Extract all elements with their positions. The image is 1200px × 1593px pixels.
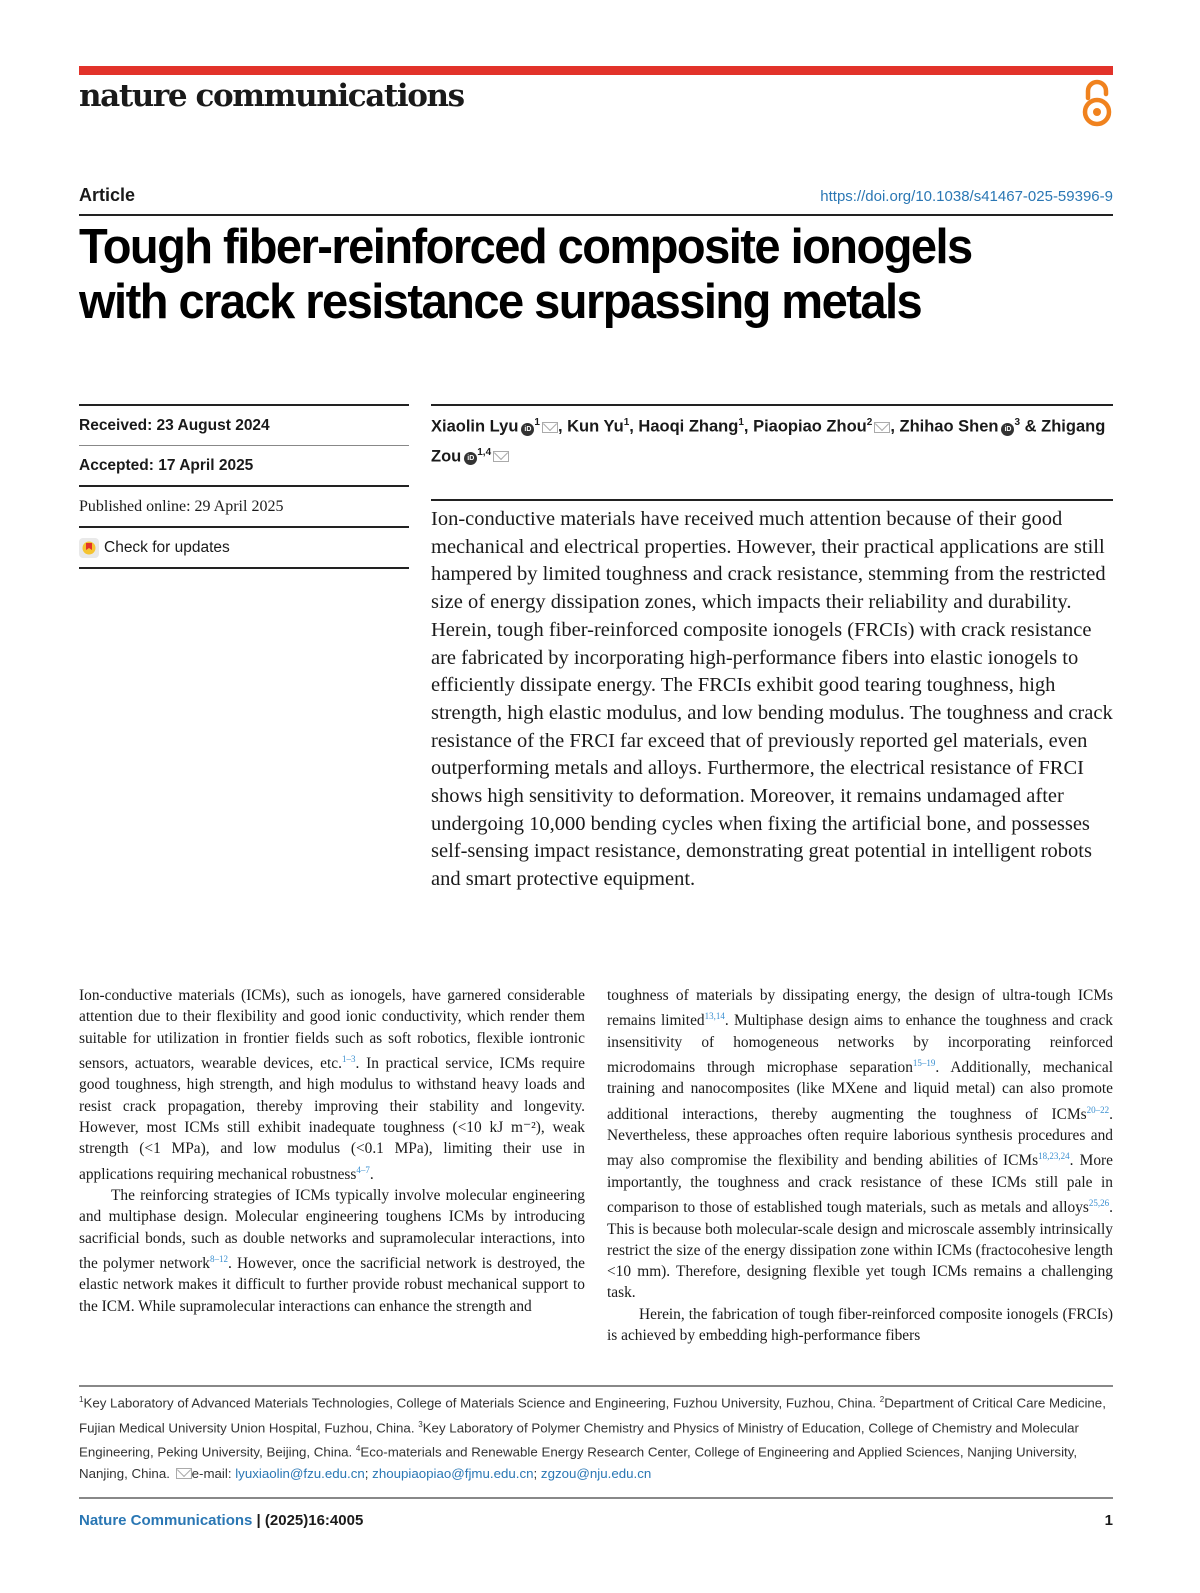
citation-link[interactable]: 15–19 — [912, 1058, 936, 1069]
footer-journal-link[interactable]: Nature Communications — [79, 1512, 253, 1529]
body-paragraph: Herein, the fabrication of tough fiber-reinforced composite ionogels (FRCIs) is achieved by embedding high-performance fibers — [607, 1305, 1113, 1345]
email-link[interactable]: zgzou@nju.edu.cn — [540, 1466, 652, 1482]
divider — [79, 567, 409, 569]
published-date: Published online: 29 April 2025 — [79, 497, 284, 515]
authors-divider — [431, 404, 1113, 406]
author-name[interactable]: Haoqi Zhang — [638, 417, 739, 436]
citation-link[interactable]: 8–12 — [209, 1253, 228, 1264]
footer-volume: | (2025)16:4005 — [252, 1512, 364, 1529]
crossmark-icon — [79, 538, 99, 558]
check-updates-label: Check for updates — [104, 538, 230, 556]
citation-link[interactable]: 18,23,24 — [1038, 1151, 1070, 1162]
email-icon[interactable] — [493, 451, 509, 462]
body-paragraph: The reinforcing strategies of ICMs typically involve molecular engineering and multiphase design. Molecular engineering toughens ICMs by introducing sacrificial bonds, such as double networks and supramolecular interactions, into the polymer network$^{8-12}$. However, once the sacrificial network is destroyed, the elastic network makes it difficult to further provide robust mechanical support to the ICM. While supramolecular interactions can enhance the strength and — [79, 1186, 585, 1315]
author-affiliation-number: 1 — [534, 417, 540, 428]
email-icon[interactable] — [542, 422, 558, 433]
email-separator: ; — [533, 1466, 541, 1482]
author-separator: , — [890, 417, 900, 436]
page-number: 1 — [1104, 1512, 1113, 1529]
title-line-2: with crack resistance surpassing metals — [79, 275, 922, 329]
article-type-label: Article — [79, 185, 136, 205]
orcid-icon[interactable]: iD — [521, 423, 534, 436]
author-list — [431, 410, 1121, 469]
body-paragraph: Ion-conductive materials (ICMs), such as ionogels, have garnered considerable attention due to their flexibility and good ionic conductivity, which render them suitable for utilization in frontier fields such as soft robotics, flexible iontronic sensors, actuators, wearable devices, etc.$^{1-3}$. In practical service, ICMs require good toughness, high strength, and high modulus to withstand heavy loads and resist crack propagation, thereby improving their stability and longevity. However, most ICMs still exhibit inadequate toughness (<10 kJ m⁻²), weak strength (<1 MPa), and low modulus (<0.1 MPa), limiting their use in applications requiring mechanical robustness$^{4-7}$. — [79, 987, 585, 1183]
email-icon — [176, 1468, 192, 1479]
check-updates-button[interactable] — [79, 528, 409, 567]
author-name[interactable]: Zhigang Zou — [431, 417, 1106, 465]
citation-link[interactable]: 13,14 — [704, 1011, 725, 1022]
email-label: e-mail: — [191, 1466, 236, 1482]
affiliation-text: Department of Critical Care Medicine, Fujian Medical University Union Hospital, Fuzhou, China. — [79, 1395, 1106, 1436]
journal-accent-bar — [79, 66, 1113, 75]
author-name[interactable]: Zhihao Shen — [899, 417, 999, 436]
affiliation-text: Key Laboratory of Polymer Chemistry and Physics of Ministry of Education, College of Chemistry and Molecular Engineering, Peking University, Beijing, China. — [79, 1420, 1079, 1460]
author-affiliation-number: 3 — [1014, 417, 1021, 428]
affiliation-number: 3 — [418, 1419, 423, 1429]
doi-link[interactable]: https://doi.org/10.1038/s41467-025-59396-9 — [820, 188, 1113, 205]
article-title — [79, 220, 1077, 330]
title-line-1: Tough fiber-reinforced composite ionogels — [79, 220, 972, 274]
affiliation-number: 4 — [355, 1444, 361, 1454]
abstract-divider — [431, 499, 1113, 501]
affiliation-number: 1 — [79, 1395, 84, 1404]
affiliation-text: Key Laboratory of Advanced Materials Technologies, College of Materials Science and Engineering, Fuzhou University, Fuzhou, China. — [83, 1395, 880, 1411]
body-paragraph: toughness of materials by dissipating energy, the design of ultra-tough ICMs remains limited$^{13,14}$. Multiphase design aims to enhance the toughness and crack insensitivity of homogeneous networks by incorporating reinforced microdomains through microphase separation$^{15-19}$. Additionally, mechanical training and nanocomposites (like MXene and liquid metal) can also promote additional interactions, thereby augmenting the toughness of ICMs$^{20-22}$. Nevertheless, these approaches often require laborious synthesis procedures and may also compromise the flexibility and bending abilities of ICMs$^{18,23,24}$. More importantly, the toughness and crack resistance of these ICMs still pale in comparison to those of established tough materials, such as metals and alloys$^{25,26}$. This is because both molecular-scale design and microscale assembly intrinsically restrict the size of the energy dissipation zone within ICMs (fractocohesive length <10 mm). Therefore, designing flexible yet tough ICMs remains a challenging task. — [607, 987, 1114, 1302]
orcid-icon[interactable]: iD — [464, 452, 477, 465]
citation-link[interactable]: 25,26 — [1088, 1198, 1110, 1209]
author-affiliation-number: 1 — [738, 417, 744, 428]
author-name[interactable]: Xiaolin Lyu — [431, 417, 519, 436]
author-affiliation-number: 1,4 — [477, 446, 492, 458]
email-separator: ; — [364, 1466, 373, 1482]
author-separator: , — [557, 417, 568, 436]
title-divider — [79, 214, 1113, 216]
author-separator: , — [629, 417, 639, 436]
footer-citation — [79, 1512, 363, 1529]
citation-link[interactable]: 4–7 — [356, 1164, 370, 1175]
author-affiliation-number: 1 — [623, 417, 630, 428]
open-access-lock-icon — [1079, 78, 1115, 130]
citation-link[interactable]: 1–3 — [341, 1053, 356, 1064]
author-separator: , — [743, 417, 754, 436]
affiliation-number: 2 — [879, 1395, 885, 1404]
affiliations-divider — [79, 1385, 1113, 1387]
citation-link[interactable]: 20–22 — [1086, 1104, 1110, 1115]
received-date: Received: 23 August 2024 — [79, 416, 270, 434]
publication-dates — [79, 404, 409, 569]
author-affiliation-number: 2 — [866, 417, 873, 428]
email-link[interactable]: lyuxiaolin@fzu.edu.cn — [235, 1466, 365, 1482]
body-column-left — [79, 985, 585, 1317]
affiliations — [79, 1389, 1119, 1484]
author-name[interactable]: Kun Yu — [567, 417, 624, 436]
author-name[interactable]: Piaopiao Zhou — [753, 417, 867, 436]
orcid-icon[interactable]: iD — [1001, 423, 1014, 436]
accepted-date: Accepted: 17 April 2025 — [79, 456, 254, 474]
abstract: Ion-conductive materials have received much attention because of their good mechanical and electrical properties. However, their practical applications are still hampered by limited toughness and crack resistance, stemming from the restricted size of energy dissipation zones, which impacts their reliability and durability. Herein, tough fiber-reinforced composite ionogels (FRCIs) with crack resistance are fabricated by incorporating high-performance fibers into elastic ionogels to efficiently dissipate energy. The FRCIs exhibit good tearing toughness, high strength, high elastic modulus, and low bending modulus. The toughness and crack resistance of the FRCI far exceed that of previously reported gel materials, even outperforming metals and alloys. Furthermore, the electrical resistance of FRCI shows high sensitivity to deformation. Moreover, it remains undamaged after undergoing 10,000 bending cycles when fixing the artificial bone, and possesses self-sensing impact resistance, demonstrating great potential in intelligent robots and smart protective equipment. — [431, 508, 1113, 891]
email-icon[interactable] — [874, 422, 890, 433]
affiliation-text: Eco-materials and Renewable Energy Research Center, College of Engineering and Applied Sciences, Nanjing University, Nanjing, China. — [79, 1444, 1078, 1482]
author-separator: & — [1020, 417, 1042, 436]
journal-name: nature communications — [79, 78, 464, 114]
body-column-right — [607, 985, 1113, 1346]
footer-divider — [79, 1497, 1113, 1499]
email-link[interactable]: zhoupiaopiao@fjmu.edu.cn — [372, 1466, 534, 1482]
